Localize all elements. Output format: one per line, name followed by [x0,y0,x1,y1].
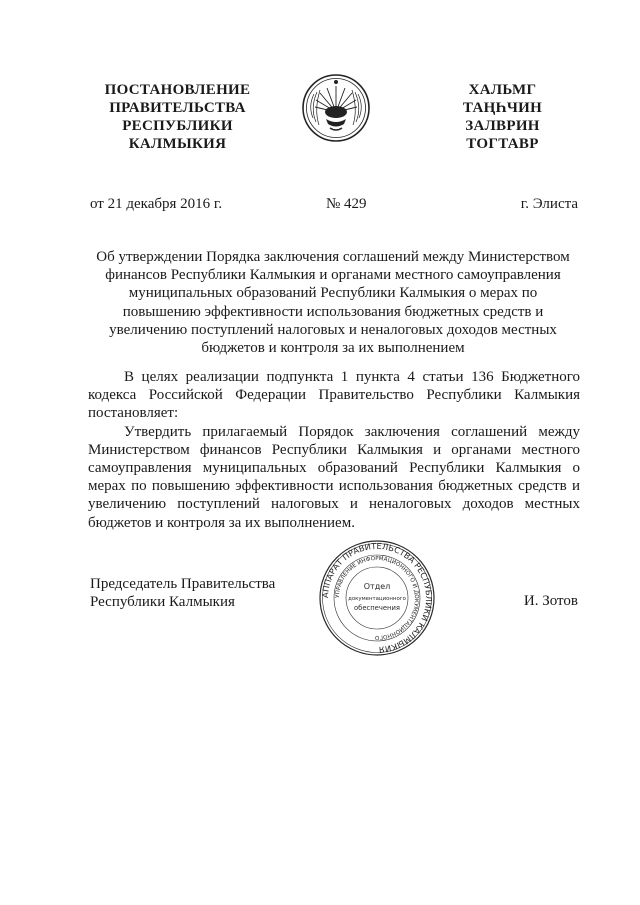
stamp-center-line: документационного [348,596,406,602]
body-paragraph: В целях реализации подпункта 1 пункта 4 статьи 136 Бюджетного кодекса Российской Федерации Правительство Республики Калмыкия постановляет: [88,369,580,422]
header-right-title [435,81,570,153]
stamp-center-line: Отдел [363,582,391,591]
header-left-line: РЕСПУБЛИКИ [122,118,233,134]
header-right-line: ХАЛЬМГ [468,82,537,98]
official-stamp [318,539,436,657]
header-left-line: КАЛМЫКИЯ [128,136,227,152]
header-left-title [85,81,270,153]
document-body [88,368,580,532]
header-right-line: ТАҢҺЧИН [462,100,543,116]
signer-name: И. Зотов [523,593,578,609]
header-right-line: ЗАЛВРИН [465,118,540,134]
document-city: г. Элиста [520,196,578,212]
coat-of-arms-icon [300,72,372,144]
stamp-ring-text: АППАРАТ ПРАВИТЕЛЬСТВА РЕСПУБЛИКИ КАЛМЫКИЯ [319,540,435,656]
header-left-line: ПОСТАНОВЛЕНИЕ [104,82,251,98]
document-date: от 21 декабря 2016 г. [90,196,223,212]
stamp-inner-ring-text: УПРАВЛЕНИЕ ИНФОРМАЦИОННОГО И ДОКУМЕНТАЦИОННОГО [334,555,420,641]
document-number: № 429 [326,196,367,212]
document-title: Об утверждении Порядка заключения соглашений между Министерством финансов Республики Калмыкия и органами местного самоуправления муниципальных образований Республики Калмыкия о мерах по повышению эффективности использования бюджетных средств и увеличению поступлений налоговых и неналоговых доходов местных бюджетов и контроля за их выполнением [96,249,570,357]
signer-position-line: Председатель Правительства [90,576,276,592]
header-left-line: ПРАВИТЕЛЬСТВА [109,100,246,116]
body-paragraph: Утвердить прилагаемый Порядок заключения соглашений между Министерством финансов Республики Калмыкия и органами местного самоуправления муниципальных образований Республики Калмыкия о мерах по повышению эффективности использования бюджетных средств и увеличению поступлений налоговых и неналоговых доходов местных бюджетов и контроля за их выполнением. [88,423,580,531]
header-right-line: ТОГТАВР [466,136,539,152]
stamp-center-line: обеспечения [353,604,401,612]
signer-position [90,575,275,611]
signer-position-line: Республики Калмыкия [90,594,235,610]
